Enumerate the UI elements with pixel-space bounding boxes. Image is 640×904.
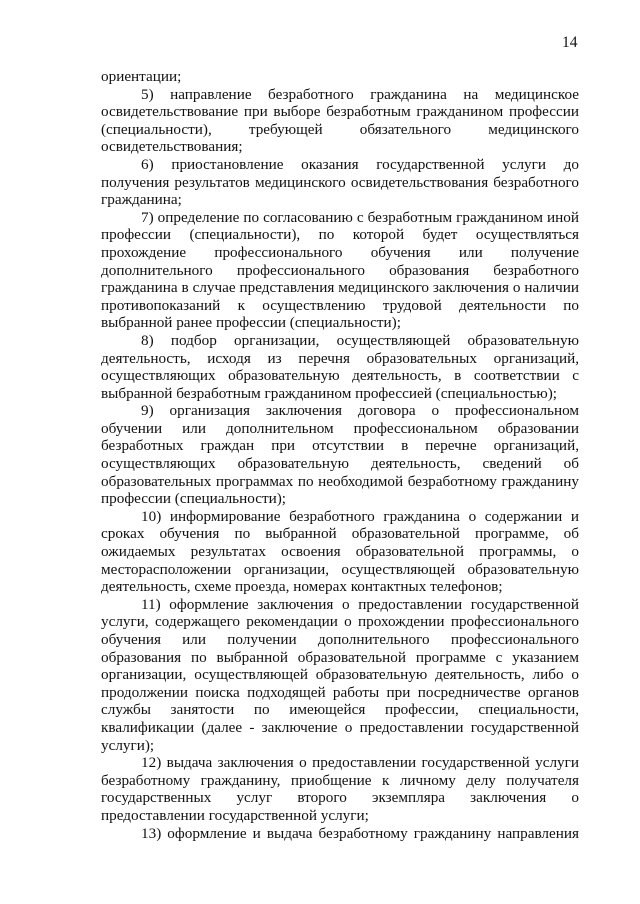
paragraph-item-6: 6) приостановление оказания государственной услуги до получения результатов медицинского освидетельствования безработного гражданина; [101, 155, 579, 209]
paragraph-item-7: 7) определение по согласованию с безработным гражданином иной профессии (специальности), по которой будет осуществляться прохождение профессионального обучения или получение дополнительного профессионального образования безработного гражданина в случае представления медицинского заключения о наличии противопоказаний к осуществлению трудовой деятельности по выбранной ранее профессии (специальности); [101, 208, 579, 332]
paragraph-orientation-tail: ориентации; [101, 68, 182, 85]
paragraph-item-10: 10) информирование безработного гражданина о содержании и сроках обучения по выбранной образовательной программе, об ожидаемых результатах освоения образовательной программы, о месторасположении организации, осуществляющей образовательную деятельность, схеме проезда, номерах контактных телефонов; [101, 507, 579, 596]
paragraph-item-5: 5) направление безработного гражданина на медицинское освидетельствование при выборе безработным гражданином профессии (специальности), требующей обязательного медицинского освидетельствования; [101, 85, 579, 156]
document-body [101, 68, 579, 842]
paragraph-item-8: 8) подбор организации, осуществляющей образовательную деятельность, исходя из перечня образовательных организаций, осуществляющих образовательную деятельность, в соответствии с выбранной безработным гражданином профессией (специальностью); [101, 331, 579, 402]
paragraph-item-11: 11) оформление заключения о предоставлении государственной услуги, содержащего рекомендации о прохождении профессионального обучения или получении дополнительного профессионального образования по выбранной образовательной программе с указанием организации, осуществляющей образовательную деятельность, либо о продолжении поиска подходящей работы при посредничестве органов службы занятости по имеющейся профессии, специальности, квалификации (далее - заключение о предоставлении государственной услуги); [101, 595, 579, 754]
page-number: 14 [562, 34, 578, 51]
paragraph-item-9: 9) организация заключения договора о профессиональном обучении или дополнительном профессиональном образовании безработных граждан при отсутствии в перечне организаций, осуществляющих образовательную деятельность, сведений об образовательных программах по необходимой безработному гражданину профессии (специальности); [101, 402, 579, 508]
paragraph-item-13: 13) оформление и выдача безработному гражданину направления [141, 824, 579, 842]
paragraph-item-12: 12) выдача заключения о предоставлении государственной услуги безработному гражданину, приобщение к личному делу получателя государственных услуг второго экземпляра заключения о предоставлении государственной услуги; [101, 754, 579, 824]
